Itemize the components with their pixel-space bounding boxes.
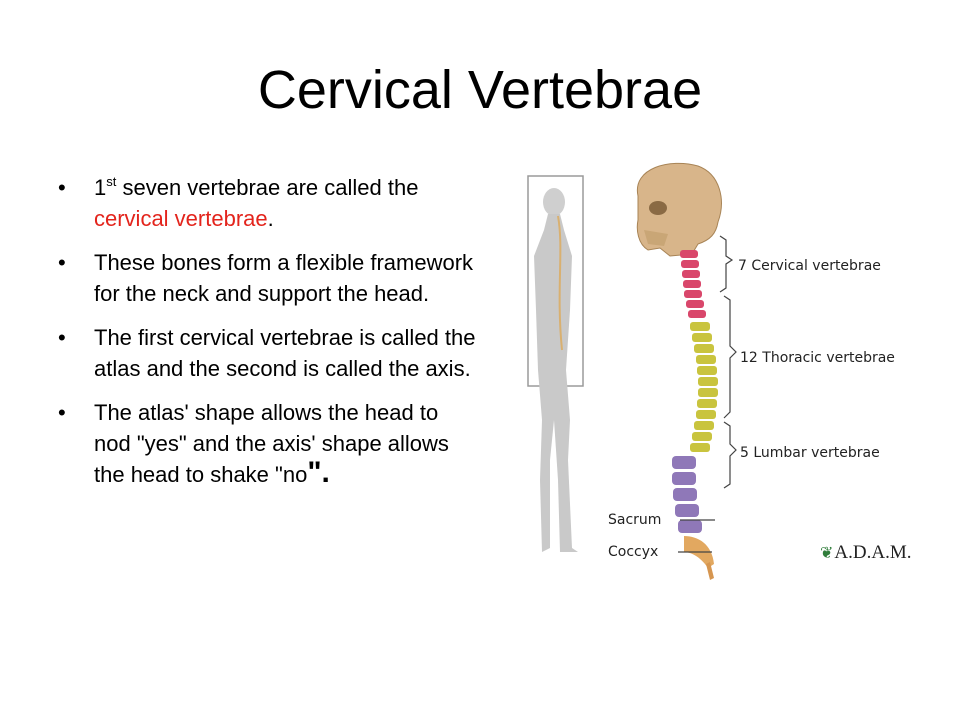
label-thoracic: 12 Thoracic vertebrae — [740, 350, 895, 366]
label-lumbar: 5 Lumbar vertebrae — [740, 445, 880, 461]
bullet-text-end: . — [267, 206, 274, 231]
ordinal-suffix: st — [106, 174, 117, 189]
closing-quote: ". — [307, 456, 330, 489]
label-coccyx: Coccyx — [608, 544, 659, 560]
bullet-item — [56, 247, 476, 309]
highlight-term: cervical vertebrae — [94, 206, 268, 231]
thoracic-vertebrae — [690, 322, 718, 452]
bullet-number: 1 — [94, 175, 107, 200]
adam-logo-text: A.D.A.M. — [834, 542, 912, 563]
skull — [637, 163, 721, 256]
cervical-vertebrae — [680, 250, 706, 318]
label-sacrum: Sacrum — [608, 512, 662, 528]
adam-logo — [820, 542, 911, 564]
leaf-icon: ❦ — [820, 545, 834, 562]
slide-title: Cervical Vertebrae — [257, 60, 703, 120]
spine-illustration — [520, 160, 920, 600]
bullet-marker: • — [58, 400, 66, 425]
bullet-text: seven vertebrae are called the — [116, 175, 419, 200]
bullet-marker: • — [58, 175, 66, 200]
bullet-text: The atlas' shape allows the head to nod "yes" and the axis' shape allows the head to shake "no — [94, 400, 449, 487]
bullet-text: The first cervical vertebrae is called the atlas and the second is called the axis. — [94, 325, 476, 381]
sacrum-coccyx — [684, 536, 714, 580]
bullet-marker: • — [58, 250, 66, 275]
spine-figure — [520, 160, 920, 600]
bullet-list — [56, 172, 476, 503]
label-cervical: 7 Cervical vertebrae — [738, 258, 881, 274]
bullet-item — [56, 322, 476, 384]
bullet-item — [56, 172, 476, 234]
bullet-text: These bones form a flexible framework for the neck and support the head. — [94, 250, 474, 306]
bullet-item — [56, 397, 476, 490]
bullet-marker: • — [58, 325, 66, 350]
lumbar-vertebrae — [672, 456, 702, 533]
body-silhouette-inset — [528, 176, 583, 552]
